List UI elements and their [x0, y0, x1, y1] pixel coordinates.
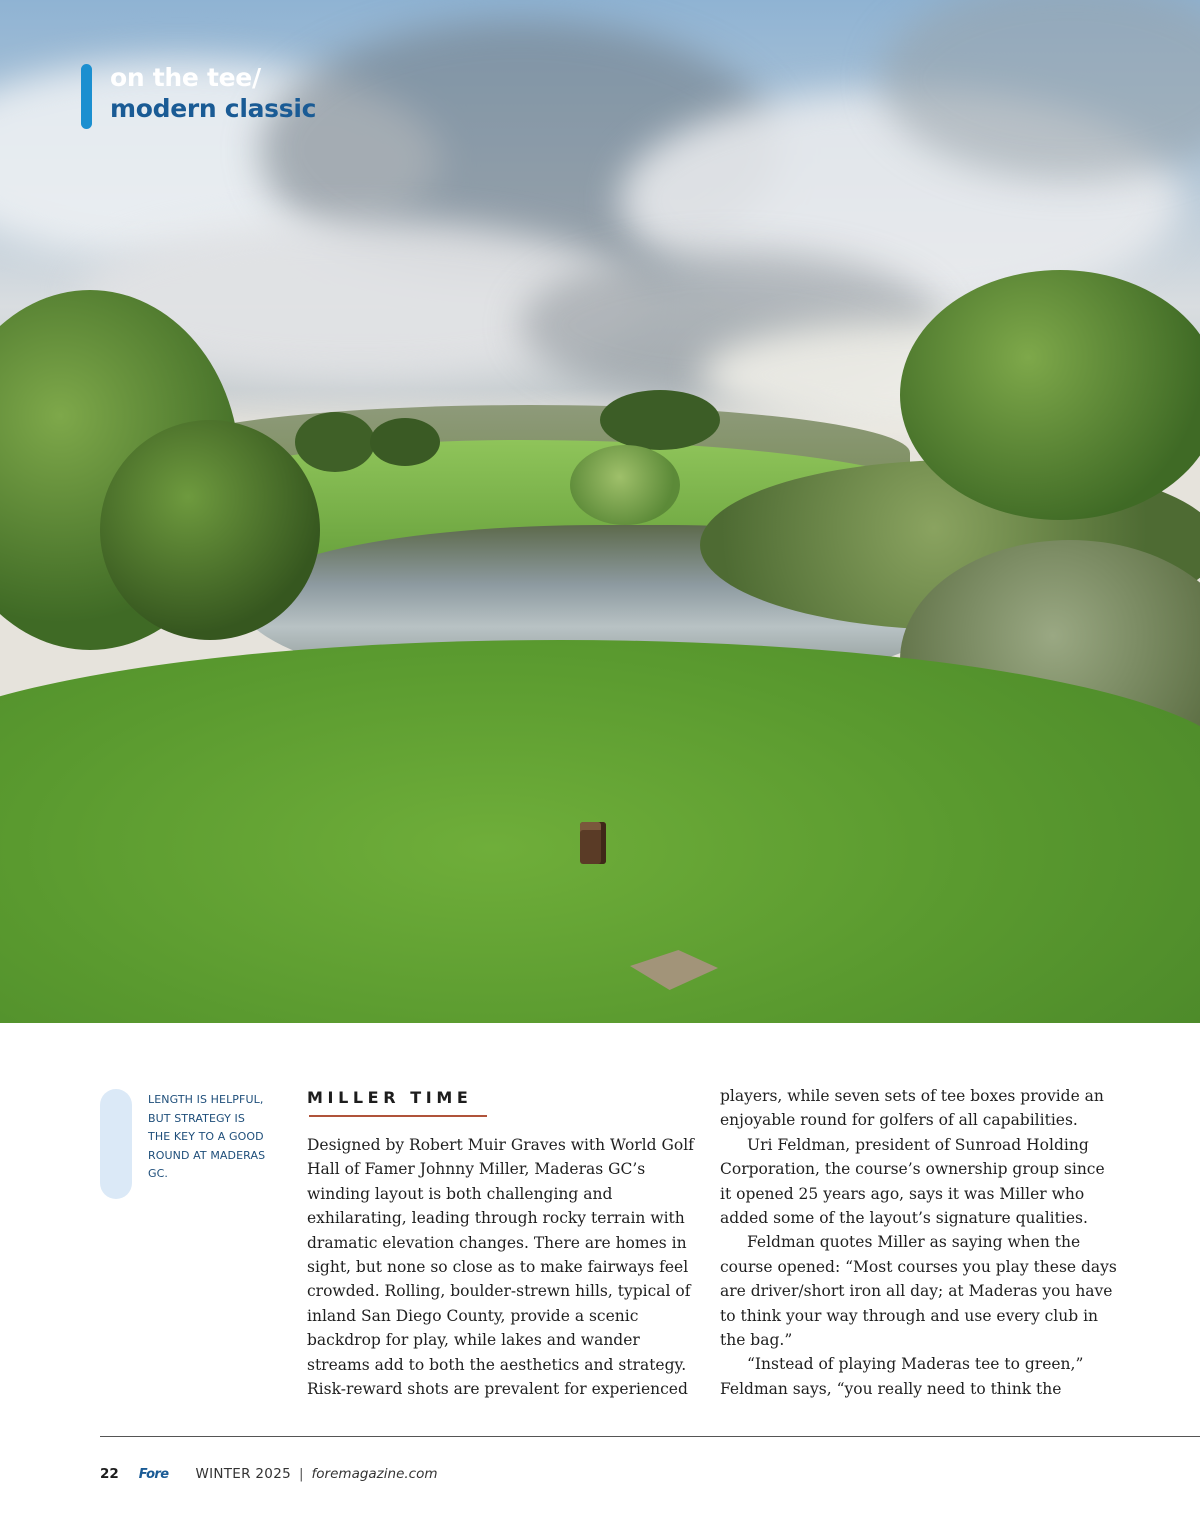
page-footer — [100, 1466, 438, 1482]
issue-date: WINTER 2025 — [195, 1466, 291, 1482]
page-number: 22 — [100, 1466, 119, 1482]
section-accent-bar — [81, 64, 92, 129]
tree — [600, 390, 720, 450]
section-kicker: on the tee/ — [110, 63, 261, 92]
tree — [100, 420, 320, 640]
footer-separator: | — [298, 1466, 304, 1482]
paragraph: Designed by Robert Muir Graves with World Golf Hall of Famer Johnny Miller, Maderas GC’s winding layout is both challenging and exhilarating, leading through rocky terrain with dramatic elevation changes. There are homes in sight, but none so close as to make fairways feel crowded. Rolling, boulder-strewn hills, typical of inland San Diego County, provide a scenic backdrop for play, while lakes and wander streams add to both the aesthetics and strategy. Risk-reward shots are prevalent for experienced — [307, 1136, 694, 1399]
footer-rule — [100, 1436, 1200, 1437]
article-column-1 — [307, 1133, 707, 1401]
shrub — [570, 445, 680, 525]
website-link[interactable]: foremagazine.com — [311, 1466, 438, 1482]
paragraph: “Instead of playing Maderas tee to green,” Feldman says, “you really need to think the — [720, 1355, 1084, 1398]
paragraph: Feldman quotes Miller as saying when the course opened: “Most courses you play these days are driver/short iron all day; at Maderas you have to think your way through and use every club in the bag.” — [720, 1233, 1117, 1350]
section-heading — [110, 62, 316, 124]
photo-caption: LENGTH IS HELPFUL, BUT STRATEGY IS THE KEY TO A GOOD ROUND AT MADERAS GC. — [148, 1093, 266, 1180]
subhead-rule — [309, 1115, 487, 1117]
tree — [900, 270, 1200, 520]
paragraph: players, while seven sets of tee boxes provide an enjoyable round for golfers of all capabilities. — [720, 1087, 1104, 1130]
caption-accent-bar — [100, 1089, 132, 1199]
tree — [295, 412, 375, 472]
paragraph: Uri Feldman, president of Sunroad Holding Corporation, the course’s ownership group since it opened 25 years ago, says it was Miller who added some of the layout’s signature qualities. — [720, 1135, 1105, 1228]
article-subhead: MILLER TIME — [307, 1088, 473, 1107]
tree — [370, 418, 440, 466]
tee-marker — [580, 822, 606, 864]
magazine-logo: Fore — [138, 1467, 169, 1482]
section-title: modern classic — [110, 94, 317, 123]
article-column-2 — [720, 1084, 1120, 1401]
